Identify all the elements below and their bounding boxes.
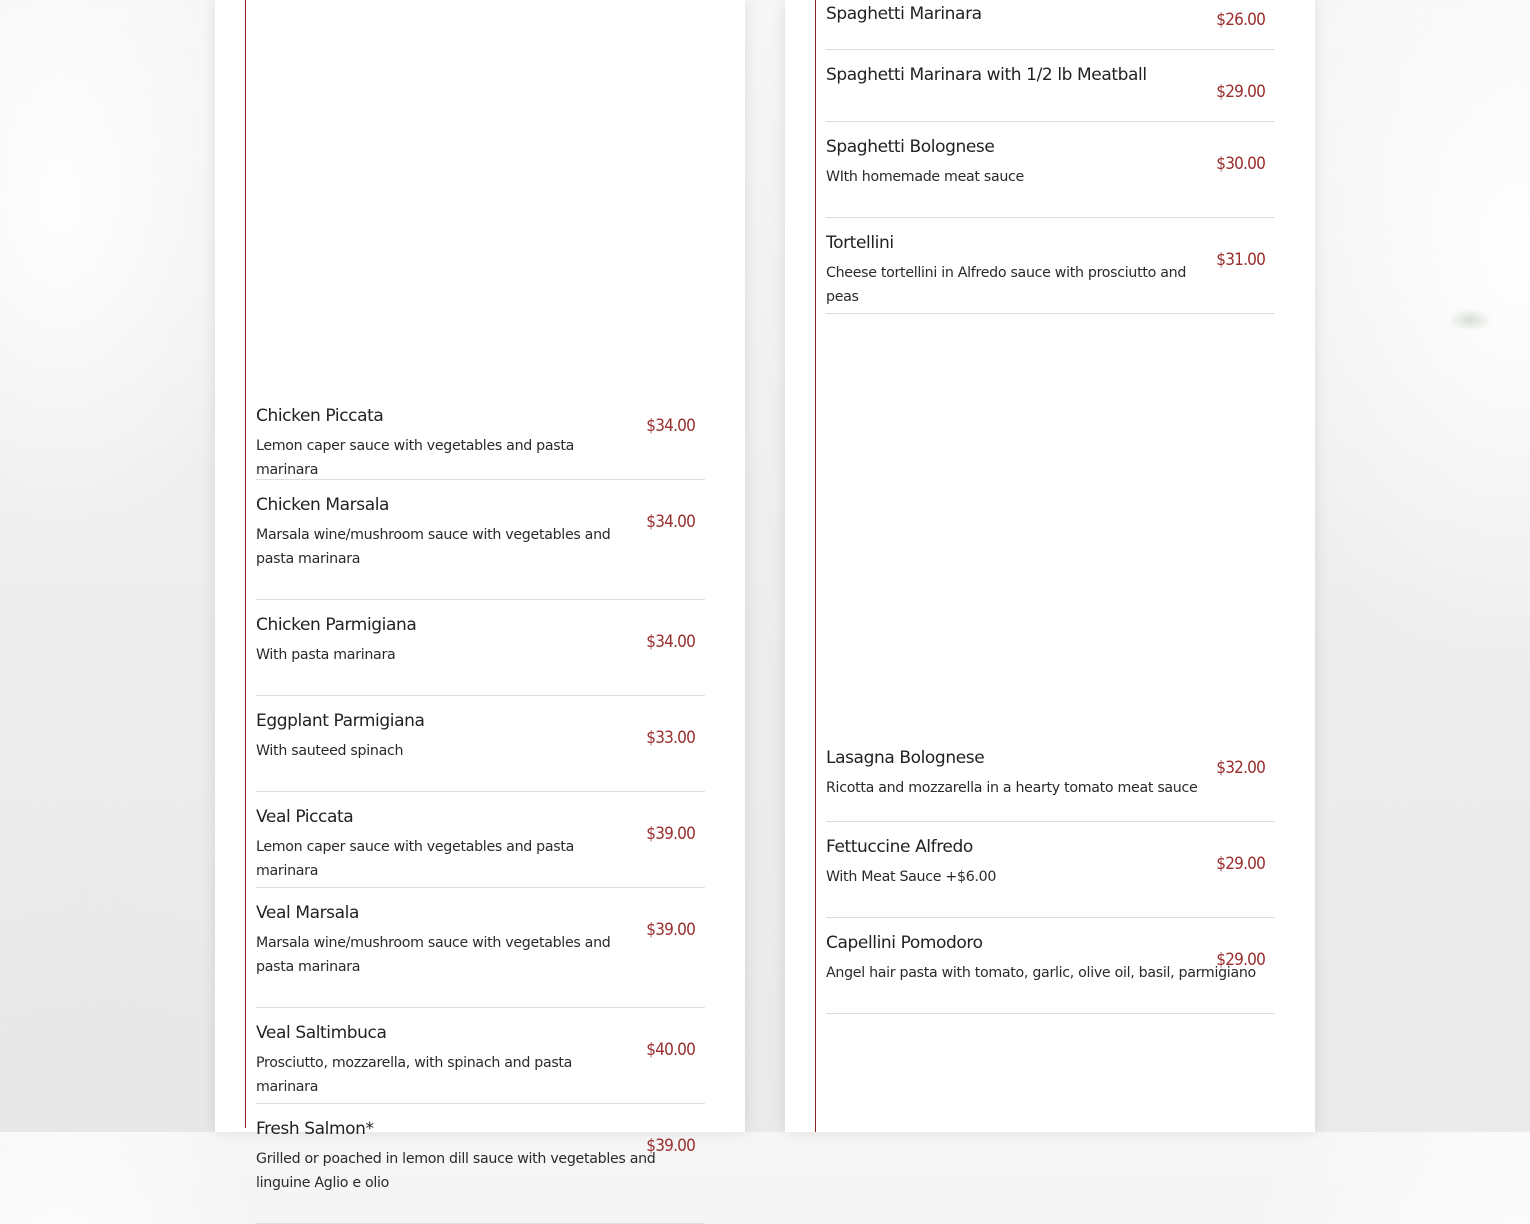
menu-item bbox=[256, 494, 705, 600]
menu-list-pasta bbox=[826, 0, 1275, 314]
menu-item-price: $33.00 bbox=[646, 728, 695, 748]
accent-rule bbox=[815, 0, 816, 1132]
menu-item-description: Cheese tortellini in Alfredo sauce with prosciutto and peas bbox=[826, 265, 1187, 305]
menu-item bbox=[826, 136, 1275, 218]
menu-item-price: $29.00 bbox=[1216, 854, 1265, 874]
menu-item bbox=[826, 836, 1275, 918]
menu-item-description: Marsala wine/mushroom sauce with vegetables and pasta marinara bbox=[256, 935, 611, 975]
menu-panel-left bbox=[215, 0, 745, 1191]
menu-item-description: Lemon caper sauce with vegetables and pasta marinara bbox=[256, 438, 575, 478]
menu-item-name: Chicken Piccata bbox=[256, 406, 384, 426]
menu-item-description: Prosciutto, mozzarella, with spinach and pasta marinara bbox=[256, 1055, 573, 1095]
menu-item-description: Angel hair pasta with tomato, garlic, olive oil, basil, parmigiano bbox=[826, 965, 1256, 981]
menu-item bbox=[256, 806, 705, 888]
background-herb-decoration bbox=[1440, 295, 1500, 345]
menu-item-name: Eggplant Parmigiana bbox=[256, 711, 425, 731]
accent-rule bbox=[245, 0, 246, 1128]
menu-list-entrees bbox=[256, 398, 705, 1224]
menu-item bbox=[256, 902, 705, 1008]
menu-item bbox=[256, 614, 705, 696]
menu-item bbox=[256, 405, 705, 480]
menu-item-description: WIth homemade meat sauce bbox=[826, 169, 1024, 185]
menu-item-price: $39.00 bbox=[646, 920, 695, 940]
menu-item-description: With pasta marinara bbox=[256, 647, 396, 663]
menu-item-name: Chicken Marsala bbox=[256, 495, 390, 515]
menu-item-price: $39.00 bbox=[646, 824, 695, 844]
menu-item-price: $40.00 bbox=[646, 1040, 695, 1060]
menu-item-price: $32.00 bbox=[1216, 758, 1265, 778]
menu-item bbox=[256, 1022, 705, 1104]
menu-item-price: $34.00 bbox=[646, 512, 695, 532]
menu-item-name: Spaghetti Marinara bbox=[826, 4, 982, 24]
menu-item-name: Fresh Salmon* bbox=[256, 1119, 374, 1139]
menu-panel-right bbox=[785, 0, 1315, 1132]
menu-item-name: Spaghetti Bolognese bbox=[826, 137, 995, 157]
menu-item-description: Marsala wine/mushroom sauce with vegetables and pasta marinara bbox=[256, 527, 611, 567]
menu-item-description: Ricotta and mozzarella in a hearty tomato meat sauce bbox=[826, 780, 1198, 796]
menu-item bbox=[256, 1118, 705, 1224]
menu-item-price: $26.00 bbox=[1216, 10, 1265, 30]
menu-item bbox=[826, 232, 1275, 314]
menu-item bbox=[826, 747, 1275, 822]
menu-item-name: Veal Saltimbuca bbox=[256, 1023, 387, 1043]
menu-item-price: $31.00 bbox=[1216, 250, 1265, 270]
menu-item-name: Lasagna Bolognese bbox=[826, 748, 985, 768]
menu-list-baked-pasta bbox=[826, 740, 1275, 1014]
menu-item-price: $29.00 bbox=[1216, 82, 1265, 102]
menu-item-name: Spaghetti Marinara with 1/2 lb Meatball bbox=[826, 65, 1147, 85]
menu-item-description: With Meat Sauce +$6.00 bbox=[826, 869, 997, 885]
menu-item-name: Tortellini bbox=[826, 233, 894, 253]
menu-item-price: $29.00 bbox=[1216, 950, 1265, 970]
menu-item-price: $34.00 bbox=[646, 416, 695, 436]
menu-item-description: With sauteed spinach bbox=[256, 743, 404, 759]
menu-item bbox=[256, 710, 705, 792]
menu-item-name: Veal Marsala bbox=[256, 903, 360, 923]
menu-item-name: Chicken Parmigiana bbox=[256, 615, 417, 635]
menu-item-name: Capellini Pomodoro bbox=[826, 933, 983, 953]
menu-item-name: Fettuccine Alfredo bbox=[826, 837, 973, 857]
menu-item-price: $30.00 bbox=[1216, 154, 1265, 174]
menu-item-description: Grilled or poached in lemon dill sauce with vegetables and linguine Aglio e olio bbox=[256, 1151, 656, 1191]
menu-item-price: $34.00 bbox=[646, 632, 695, 652]
menu-item bbox=[826, 64, 1275, 122]
menu-item-description: Lemon caper sauce with vegetables and pasta marinara bbox=[256, 839, 575, 879]
menu-item bbox=[826, 3, 1275, 50]
menu-item bbox=[826, 932, 1275, 1014]
menu-item-price: $39.00 bbox=[646, 1136, 695, 1156]
menu-item-name: Veal Piccata bbox=[256, 807, 354, 827]
